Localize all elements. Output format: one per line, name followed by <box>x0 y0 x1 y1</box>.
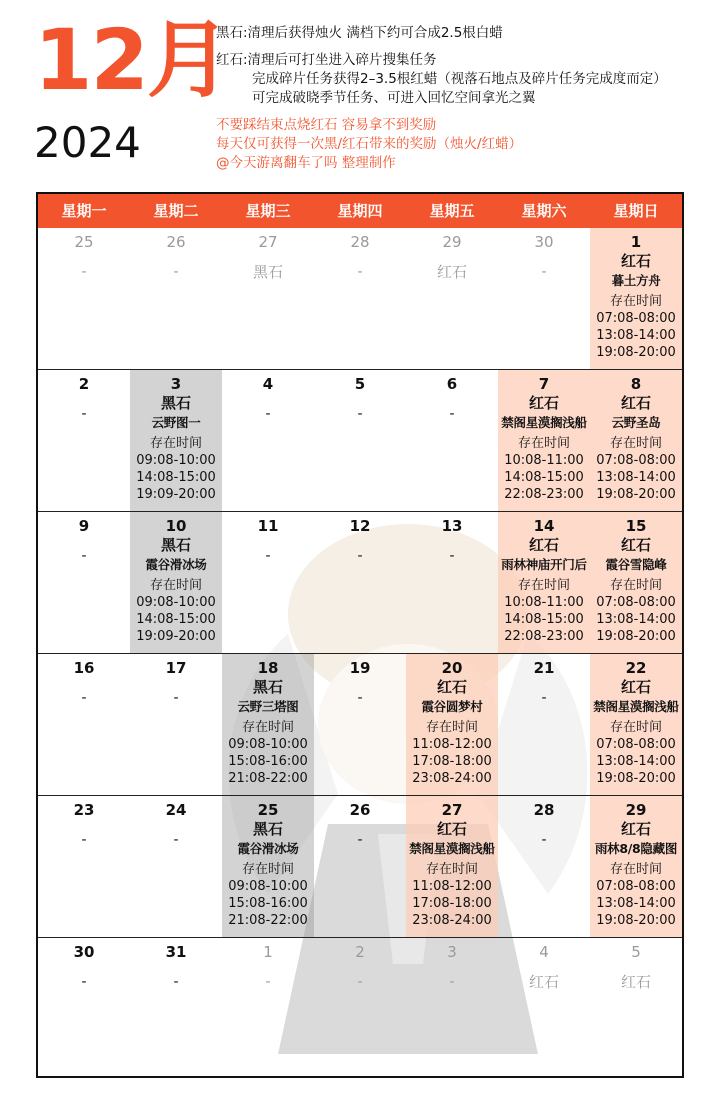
stone-location: 云野图一 <box>151 415 201 430</box>
stone-type: 黑石 <box>252 678 283 696</box>
stone-location: 霞谷滑冰场 <box>145 557 207 572</box>
day-number: 24 <box>165 801 187 819</box>
exist-label: 存在时间 <box>609 578 662 593</box>
time-slot: 13:08-14:00 <box>596 612 676 627</box>
time-slot: 14:08-15:00 <box>136 470 216 485</box>
day-cell[interactable] <box>406 938 498 1078</box>
time-slot: 10:08-11:00 <box>504 595 584 610</box>
stone-type: 红石 <box>436 678 467 696</box>
exist-label: 存在时间 <box>609 862 662 877</box>
day-cell[interactable] <box>222 228 314 369</box>
time-slot: 21:08-22:00 <box>228 913 308 928</box>
day-cell[interactable] <box>406 512 498 653</box>
exist-label: 存在时间 <box>517 436 570 451</box>
time-slot: 19:08-20:00 <box>596 771 676 786</box>
exist-label: 存在时间 <box>609 436 662 451</box>
day-number: 25 <box>257 801 279 819</box>
time-slot: 23:08-24:00 <box>412 913 492 928</box>
time-slot: 13:08-14:00 <box>596 470 676 485</box>
stone-type: 红石 <box>620 820 651 838</box>
day-cell[interactable] <box>590 796 682 937</box>
stone-label: 黑石 <box>252 263 283 281</box>
note-line: 红石:清理后可打坐进入碎片搜集任务 <box>216 52 437 68</box>
day-number: 10 <box>165 517 187 535</box>
time-slot: 11:08-12:00 <box>412 737 492 752</box>
day-number: 28 <box>350 233 370 251</box>
day-cell[interactable] <box>498 228 590 369</box>
time-slot: 19:08-20:00 <box>596 345 676 360</box>
calendar-grid <box>38 228 682 1078</box>
empty-dash: - <box>541 832 547 848</box>
time-list <box>406 878 498 929</box>
time-slot: 11:08-12:00 <box>412 879 492 894</box>
empty-dash: - <box>173 832 179 848</box>
empty-dash: - <box>357 406 363 422</box>
empty-dash: - <box>357 974 363 990</box>
day-number: 20 <box>441 659 463 677</box>
day-cell[interactable] <box>222 370 314 511</box>
time-slot: 19:08-20:00 <box>596 913 676 928</box>
stone-type: 红石 <box>620 536 651 554</box>
day-number: 2 <box>78 375 90 393</box>
day-number: 13 <box>441 517 463 535</box>
weekday-label: 星期六 <box>521 202 567 220</box>
day-cell[interactable] <box>130 512 222 653</box>
weekday-label: 星期一 <box>61 202 107 220</box>
day-cell[interactable] <box>498 370 590 511</box>
day-cell[interactable] <box>130 654 222 795</box>
day-number: 9 <box>78 517 90 535</box>
day-cell[interactable] <box>590 228 682 369</box>
weekday-label: 星期四 <box>337 202 383 220</box>
time-list <box>222 736 314 787</box>
empty-dash: - <box>81 264 87 280</box>
empty-dash: - <box>541 690 547 706</box>
exist-label: 存在时间 <box>149 436 202 451</box>
calendar-week-row <box>38 796 682 938</box>
calendar-week-row <box>38 512 682 654</box>
exist-label: 存在时间 <box>241 862 294 877</box>
day-number: 30 <box>534 233 554 251</box>
day-cell[interactable] <box>130 938 222 1078</box>
time-slot: 23:08-24:00 <box>412 771 492 786</box>
time-list <box>590 310 682 361</box>
time-slot: 07:08-08:00 <box>596 879 676 894</box>
time-slot: 14:08-15:00 <box>504 612 584 627</box>
day-number: 30 <box>73 943 95 961</box>
day-number: 5 <box>631 943 641 961</box>
day-number: 1 <box>263 943 273 961</box>
time-slot: 09:08-10:00 <box>228 737 308 752</box>
day-cell[interactable] <box>498 512 590 653</box>
day-cell[interactable] <box>38 370 130 511</box>
day-cell[interactable] <box>222 512 314 653</box>
day-number: 7 <box>538 375 550 393</box>
stone-type: 红石 <box>620 252 651 270</box>
time-slot: 19:09-20:00 <box>136 629 216 644</box>
time-list <box>590 878 682 929</box>
calendar-week-row <box>38 654 682 796</box>
day-cell[interactable] <box>406 228 498 369</box>
day-cell[interactable] <box>314 796 406 937</box>
day-number: 3 <box>170 375 182 393</box>
empty-dash: - <box>449 974 455 990</box>
day-cell[interactable] <box>222 938 314 1078</box>
day-number: 12 <box>349 517 371 535</box>
stone-location: 霞谷圆梦村 <box>421 699 483 714</box>
time-slot: 10:08-11:00 <box>504 453 584 468</box>
time-slot: 09:08-10:00 <box>136 453 216 468</box>
time-slot: 07:08-08:00 <box>596 453 676 468</box>
empty-dash: - <box>81 974 87 990</box>
note-line: @今天游离翻车了吗 整理制作 <box>216 155 396 171</box>
stone-location: 霞谷滑冰场 <box>237 841 299 856</box>
stone-type: 红石 <box>620 394 651 412</box>
day-number: 18 <box>257 659 279 677</box>
stone-location: 雨林8/8隐藏图 <box>594 841 678 856</box>
empty-dash: - <box>173 974 179 990</box>
day-cell[interactable] <box>590 370 682 511</box>
empty-dash: - <box>173 690 179 706</box>
time-slot: 14:08-15:00 <box>136 612 216 627</box>
day-cell[interactable] <box>498 796 590 937</box>
day-cell[interactable] <box>590 512 682 653</box>
month-title: 12月 <box>34 11 229 109</box>
day-cell[interactable] <box>590 654 682 795</box>
empty-dash: - <box>357 690 363 706</box>
day-number: 23 <box>73 801 95 819</box>
time-list <box>222 878 314 929</box>
empty-dash: - <box>173 264 179 280</box>
stone-type: 红石 <box>528 394 559 412</box>
note-line: 黑石:清理后获得烛火 满档下约可合成2.5根白蜡 <box>216 25 503 41</box>
day-cell[interactable] <box>314 512 406 653</box>
stone-location: 禁阁星漠搁浅船 <box>501 415 587 430</box>
stone-type: 黑石 <box>160 394 191 412</box>
day-cell[interactable] <box>222 796 314 937</box>
time-slot: 22:08-23:00 <box>504 629 584 644</box>
stone-location: 霞谷雪隐峰 <box>605 557 667 572</box>
stone-location: 云野三塔图 <box>237 699 299 714</box>
stone-type: 红石 <box>436 820 467 838</box>
time-slot: 14:08-15:00 <box>504 470 584 485</box>
time-slot: 13:08-14:00 <box>596 328 676 343</box>
day-number: 27 <box>441 801 463 819</box>
time-slot: 07:08-08:00 <box>596 737 676 752</box>
note-line: 每天仅可获得一次黑/红石带来的奖励（烛火/红蜡） <box>216 136 523 152</box>
time-list <box>498 594 590 645</box>
time-slot: 22:08-23:00 <box>504 487 584 502</box>
day-number: 1 <box>630 233 642 251</box>
day-number: 25 <box>74 233 94 251</box>
calendar <box>36 192 684 1078</box>
day-number: 5 <box>354 375 366 393</box>
day-number: 11 <box>257 517 279 535</box>
day-number: 31 <box>165 943 187 961</box>
empty-dash: - <box>449 406 455 422</box>
time-list <box>130 452 222 503</box>
empty-dash: - <box>265 548 271 564</box>
weekday-label: 星期日 <box>613 202 659 220</box>
stone-location: 禁阁星漠搁浅船 <box>593 699 679 714</box>
time-slot: 15:08-16:00 <box>228 754 308 769</box>
stone-location: 雨林神庙开门后 <box>501 557 587 572</box>
day-number: 2 <box>355 943 365 961</box>
day-cell[interactable] <box>314 370 406 511</box>
time-slot: 07:08-08:00 <box>596 595 676 610</box>
day-cell[interactable] <box>222 654 314 795</box>
day-cell[interactable] <box>38 228 130 369</box>
day-cell[interactable] <box>38 512 130 653</box>
day-number: 26 <box>349 801 371 819</box>
stone-type: 红石 <box>620 678 651 696</box>
notes-panel <box>216 24 716 173</box>
day-cell[interactable] <box>38 796 130 937</box>
day-cell[interactable] <box>38 654 130 795</box>
day-number: 4 <box>539 943 549 961</box>
time-list <box>590 594 682 645</box>
time-slot: 13:08-14:00 <box>596 754 676 769</box>
weekday-label: 星期五 <box>429 202 475 220</box>
empty-dash: - <box>541 264 547 280</box>
time-slot: 19:09-20:00 <box>136 487 216 502</box>
empty-dash: - <box>357 548 363 564</box>
exist-label: 存在时间 <box>425 720 478 735</box>
empty-dash: - <box>449 548 455 564</box>
day-cell[interactable] <box>590 938 682 1078</box>
empty-dash: - <box>265 974 271 990</box>
weekday-label: 星期三 <box>245 202 291 220</box>
stone-type: 红石 <box>528 536 559 554</box>
day-number: 29 <box>625 801 647 819</box>
time-slot: 13:08-14:00 <box>596 896 676 911</box>
time-list <box>590 736 682 787</box>
time-list <box>130 594 222 645</box>
day-cell[interactable] <box>406 796 498 937</box>
empty-dash: - <box>357 264 363 280</box>
time-slot: 07:08-08:00 <box>596 311 676 326</box>
stone-location: 云野圣岛 <box>611 415 661 430</box>
empty-dash: - <box>81 548 87 564</box>
empty-dash: - <box>357 832 363 848</box>
time-slot: 19:08-20:00 <box>596 487 676 502</box>
calendar-week-row <box>38 228 682 370</box>
empty-dash: - <box>81 832 87 848</box>
time-slot: 09:08-10:00 <box>228 879 308 894</box>
year-title: 2024 <box>34 118 141 167</box>
day-cell[interactable] <box>130 370 222 511</box>
day-cell[interactable] <box>130 228 222 369</box>
exist-label: 存在时间 <box>149 578 202 593</box>
day-cell[interactable] <box>314 654 406 795</box>
exist-label: 存在时间 <box>609 294 662 309</box>
day-number: 17 <box>165 659 187 677</box>
stone-label: 红石 <box>528 973 559 991</box>
day-number: 29 <box>442 233 462 251</box>
time-slot: 21:08-22:00 <box>228 771 308 786</box>
weekday-label: 星期二 <box>153 202 199 220</box>
day-cell[interactable] <box>498 654 590 795</box>
exist-label: 存在时间 <box>517 578 570 593</box>
weekday-header <box>38 194 682 228</box>
stone-label: 红石 <box>436 263 467 281</box>
day-number: 21 <box>533 659 555 677</box>
day-number: 19 <box>349 659 371 677</box>
stone-label: 红石 <box>620 973 651 991</box>
day-number: 15 <box>625 517 647 535</box>
stone-type: 黑石 <box>160 536 191 554</box>
day-number: 27 <box>258 233 278 251</box>
empty-dash: - <box>81 406 87 422</box>
time-slot: 19:08-20:00 <box>596 629 676 644</box>
time-list <box>406 736 498 787</box>
day-cell[interactable] <box>38 938 130 1078</box>
day-number: 3 <box>447 943 457 961</box>
day-number: 4 <box>262 375 274 393</box>
time-list <box>590 452 682 503</box>
day-cell[interactable] <box>406 654 498 795</box>
day-number: 6 <box>446 375 458 393</box>
day-cell[interactable] <box>314 228 406 369</box>
time-slot: 15:08-16:00 <box>228 896 308 911</box>
time-slot: 17:08-18:00 <box>412 896 492 911</box>
time-slot: 17:08-18:00 <box>412 754 492 769</box>
stone-location: 禁阁星漠搁浅船 <box>409 841 495 856</box>
day-number: 14 <box>533 517 555 535</box>
time-slot: 09:08-10:00 <box>136 595 216 610</box>
calendar-week-row <box>38 370 682 512</box>
note-line: 完成碎片任务获得2–3.5根红蜡（视落石地点及碎片任务完成度而定） <box>252 71 667 87</box>
day-number: 22 <box>625 659 647 677</box>
day-cell[interactable] <box>130 796 222 937</box>
day-cell[interactable] <box>498 938 590 1078</box>
stone-location: 暮土方舟 <box>611 273 661 288</box>
empty-dash: - <box>81 690 87 706</box>
stone-type: 黑石 <box>252 820 283 838</box>
day-cell[interactable] <box>406 370 498 511</box>
day-number: 16 <box>73 659 95 677</box>
time-list <box>498 452 590 503</box>
note-line: 不要踩结束点烧红石 容易拿不到奖励 <box>216 117 437 133</box>
day-number: 26 <box>166 233 186 251</box>
exist-label: 存在时间 <box>241 720 294 735</box>
day-cell[interactable] <box>314 938 406 1078</box>
exist-label: 存在时间 <box>425 862 478 877</box>
empty-dash: - <box>265 406 271 422</box>
day-number: 28 <box>533 801 555 819</box>
day-number: 8 <box>630 375 642 393</box>
calendar-week-row <box>38 938 682 1078</box>
exist-label: 存在时间 <box>609 720 662 735</box>
note-line: 可完成破晓季节任务、可进入回忆空间拿光之翼 <box>252 90 536 106</box>
